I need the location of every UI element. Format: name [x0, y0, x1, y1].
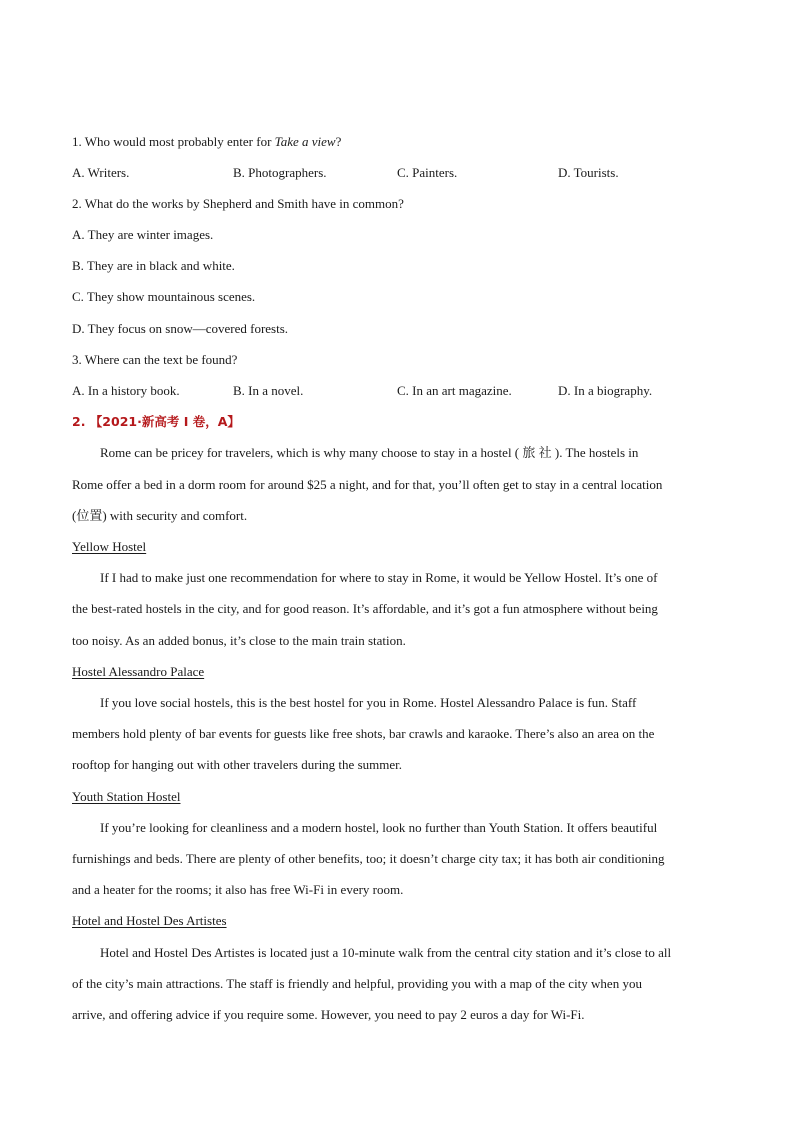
hostel-youth-line-3: and a heater for the rooms; it also has free Wi-Fi in every room.	[72, 882, 404, 897]
hostel-artistes-line-3: arrive, and offering advice if you require some. However, you need to pay 2 euros a day for Wi-Fi.	[72, 1007, 585, 1022]
hostel-alessandro-line-3: rooftop for hanging out with other travelers during the summer.	[72, 757, 402, 772]
hostel-alessandro-line-2: members hold plenty of bar events for guests like free shots, bar crawls and karaoke. There’s also an area on the	[72, 726, 655, 741]
hostel-alessandro-line-1: If you love social hostels, this is the best hostel for you in Rome. Hostel Alessandro Palace is fun. Staff	[100, 695, 637, 710]
question-3-option-b: B. In a novel.	[233, 383, 304, 398]
hostel-title-alessandro: Hostel Alessandro Palace	[72, 664, 205, 679]
question-1-option-d: D. Tourists.	[558, 165, 619, 180]
intro-line-1: Rome can be pricey for travelers, which is why many choose to stay in a hostel ( 旅 社 ). The hostels in	[100, 445, 639, 460]
hostel-yellow-line-3: too noisy. As an added bonus, it’s close to the main train station.	[72, 633, 406, 648]
hostel-artistes-line-1: Hotel and Hostel Des Artistes is located just a 10-minute walk from the central city station and it’s close to all	[100, 945, 672, 960]
question-1-italic-title: Take a view	[274, 134, 336, 149]
question-2-stem: 2. What do the works by Shepherd and Smith have in common?	[72, 196, 404, 211]
question-3-option-c: C. In an art magazine.	[397, 383, 512, 398]
intro-line-3: (位置) with security and comfort.	[72, 508, 248, 523]
question-2-option-a: A. They are winter images.	[72, 227, 214, 242]
question-1-options	[72, 163, 722, 183]
question-1-prefix: 1. Who would most probably enter for	[72, 134, 275, 149]
hostel-artistes-line-2: of the city’s main attractions. The staff is friendly and helpful, providing you with a map of the city when you	[72, 976, 642, 991]
question-2-option-b: B. They are in black and white.	[72, 258, 235, 273]
section-heading: 2. 【2021·新高考 I 卷，A】	[72, 414, 240, 429]
hostel-title-youth-station: Youth Station Hostel	[72, 789, 181, 804]
question-1-suffix: ?	[335, 134, 342, 149]
hostel-youth-line-2: furnishings and beds. There are plenty of other benefits, too; it doesn’t charge city tax; it has both air conditioning	[72, 851, 665, 866]
question-1-option-b: B. Photographers.	[233, 165, 327, 180]
hostel-title-des-artistes: Hotel and Hostel Des Artistes	[72, 913, 227, 928]
hostel-youth-line-1: If you’re looking for cleanliness and a modern hostel, look no further than Youth Station. It offers beautiful	[100, 820, 658, 835]
question-3-option-d: D. In a biography.	[558, 383, 653, 398]
question-3-option-a: A. In a history book.	[72, 383, 180, 398]
question-2-option-d: D. They focus on snow—covered forests.	[72, 321, 289, 336]
question-3-stem: 3. Where can the text be found?	[72, 352, 238, 367]
question-3-options	[72, 381, 722, 401]
hostel-yellow-line-2: the best-rated hostels in the city, and for good reason. It’s affordable, and it’s got a fun atmosphere without being	[72, 601, 658, 616]
question-2-option-c: C. They show mountainous scenes.	[72, 289, 256, 304]
question-1-option-c: C. Painters.	[397, 165, 458, 180]
question-1-option-a: A. Writers.	[72, 165, 130, 180]
intro-line-2: Rome offer a bed in a dorm room for around $25 a night, and for that, you’ll often get to stay in a central location	[72, 477, 663, 492]
question-1-stem	[72, 132, 722, 152]
hostel-title-yellow: Yellow Hostel	[72, 539, 147, 554]
hostel-yellow-line-1: If I had to make just one recommendation for where to stay in Rome, it would be Yellow Hostel. It’s one of	[100, 570, 658, 585]
